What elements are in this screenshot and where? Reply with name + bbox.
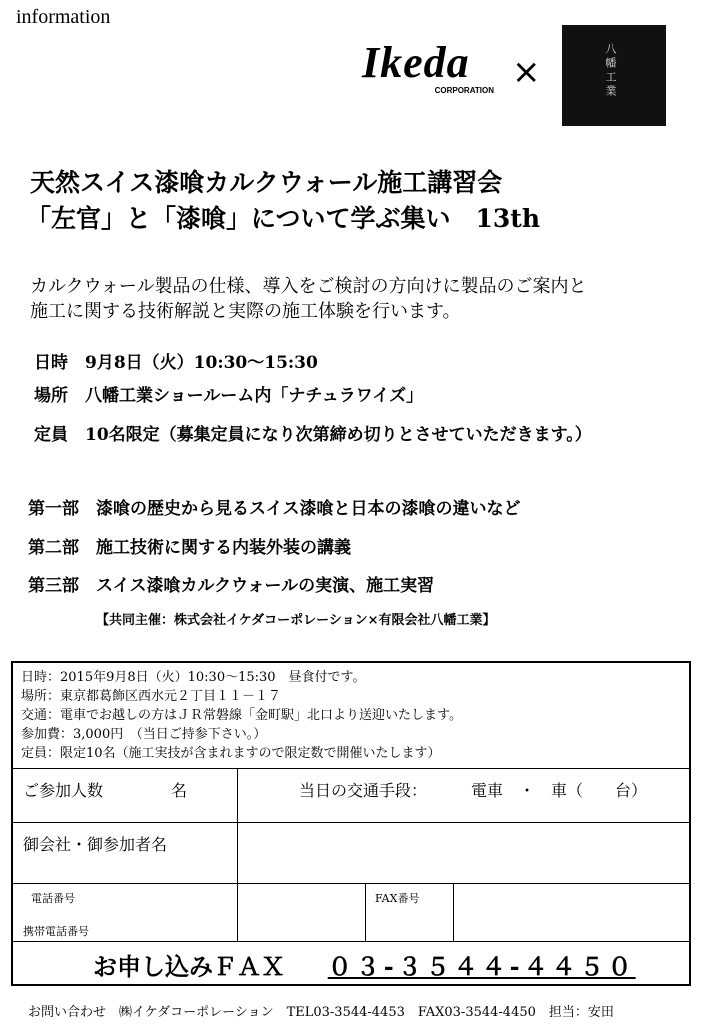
part-1: 第一部 漆喰の歴史から見るスイス漆喰と日本の漆喰の違いなど [28, 499, 521, 519]
ikeda-logo [362, 38, 496, 96]
form-divider [13, 941, 689, 942]
form-info-place: 場所：東京都葛飾区西水元２丁目１１－１７ [21, 689, 282, 704]
footer-contact: お問い合わせ ㈱イケダコーポレーション TEL03-3544-4453 FAX03-3544-4450 担当：安田 [28, 1005, 614, 1020]
form-divider [13, 883, 689, 884]
form-divider [13, 768, 689, 769]
information-label: information [16, 6, 111, 28]
form-info-fee: 参加費：3,000円 （当日ご持参下さい。） [21, 727, 267, 742]
form-info-date: 日時：2015年9月8日（火）10:30～15:30 昼食付です。 [21, 670, 366, 685]
ikeda-logo-word: Ikeda [362, 38, 470, 87]
participants-label: ご参加人数 [23, 781, 104, 800]
part-3: 第三部 スイス漆喰カルクウォールの実演、施工実習 [28, 576, 435, 596]
transport-label: 当日の交通手段： [299, 781, 428, 800]
form-info-capacity: 定員：限定10名（施工実技が含まれますので限定数で開催いたします） [21, 746, 441, 761]
company-name-label: 御会社・御参加者名 [23, 835, 168, 854]
schedule-capacity: 定員 10名限定（募集定員になり次第締め切りとさせていただきます。） [34, 425, 592, 445]
hachiman-logo-text: 八幡工業 [604, 43, 617, 99]
mobile-label: 携帯電話番号 [23, 925, 89, 938]
collaboration-x: × [512, 52, 541, 92]
fax-label: FAX番号 [375, 892, 420, 905]
ikeda-logo-corporation: CORPORATION [434, 86, 494, 95]
form-column-divider [365, 883, 366, 941]
title-line-2: 「左官」と「漆喰」について学ぶ集い 13th [26, 204, 541, 233]
participants-unit[interactable]: 名 [171, 781, 188, 800]
apply-fax-number: ０３-３５４４-４４５０ [327, 952, 636, 981]
cosponsor-note: 【共同主催：株式会社イケダコーポレーション×有限会社八幡工業】 [96, 613, 496, 628]
transport-options[interactable]: 電車 ・ 車（ 台） [471, 781, 648, 800]
part-2: 第二部 施工技術に関する内装外装の講義 [28, 538, 351, 558]
phone-label: 電話番号 [31, 892, 75, 905]
form-column-divider [453, 883, 454, 941]
schedule-place: 場所 八幡工業ショールーム内「ナチュラワイズ」 [34, 386, 424, 406]
form-info-access: 交通：電車でお越しの方はＪＲ常磐線「金町駅」北口より送迎いたします。 [21, 708, 462, 723]
intro-line-1: カルクウォール製品の仕様、導入をご検討の方向けに製品のご案内と [30, 276, 587, 297]
hachiman-logo [562, 25, 666, 126]
intro-line-2: 施工に関する技術解説と実際の施工体験を行います。 [30, 301, 461, 322]
form-column-divider [237, 883, 238, 941]
form-column-divider [237, 768, 238, 883]
application-form [11, 661, 691, 986]
apply-fax-line [93, 947, 636, 982]
form-divider [13, 822, 689, 823]
apply-fax-label: お申し込みＦＡＸ [93, 952, 285, 981]
schedule-date: 日時 9月8日（火）10:30～15:30 [34, 353, 318, 373]
title-line-1: 天然スイス漆喰カルクウォール施工講習会 [30, 168, 503, 197]
